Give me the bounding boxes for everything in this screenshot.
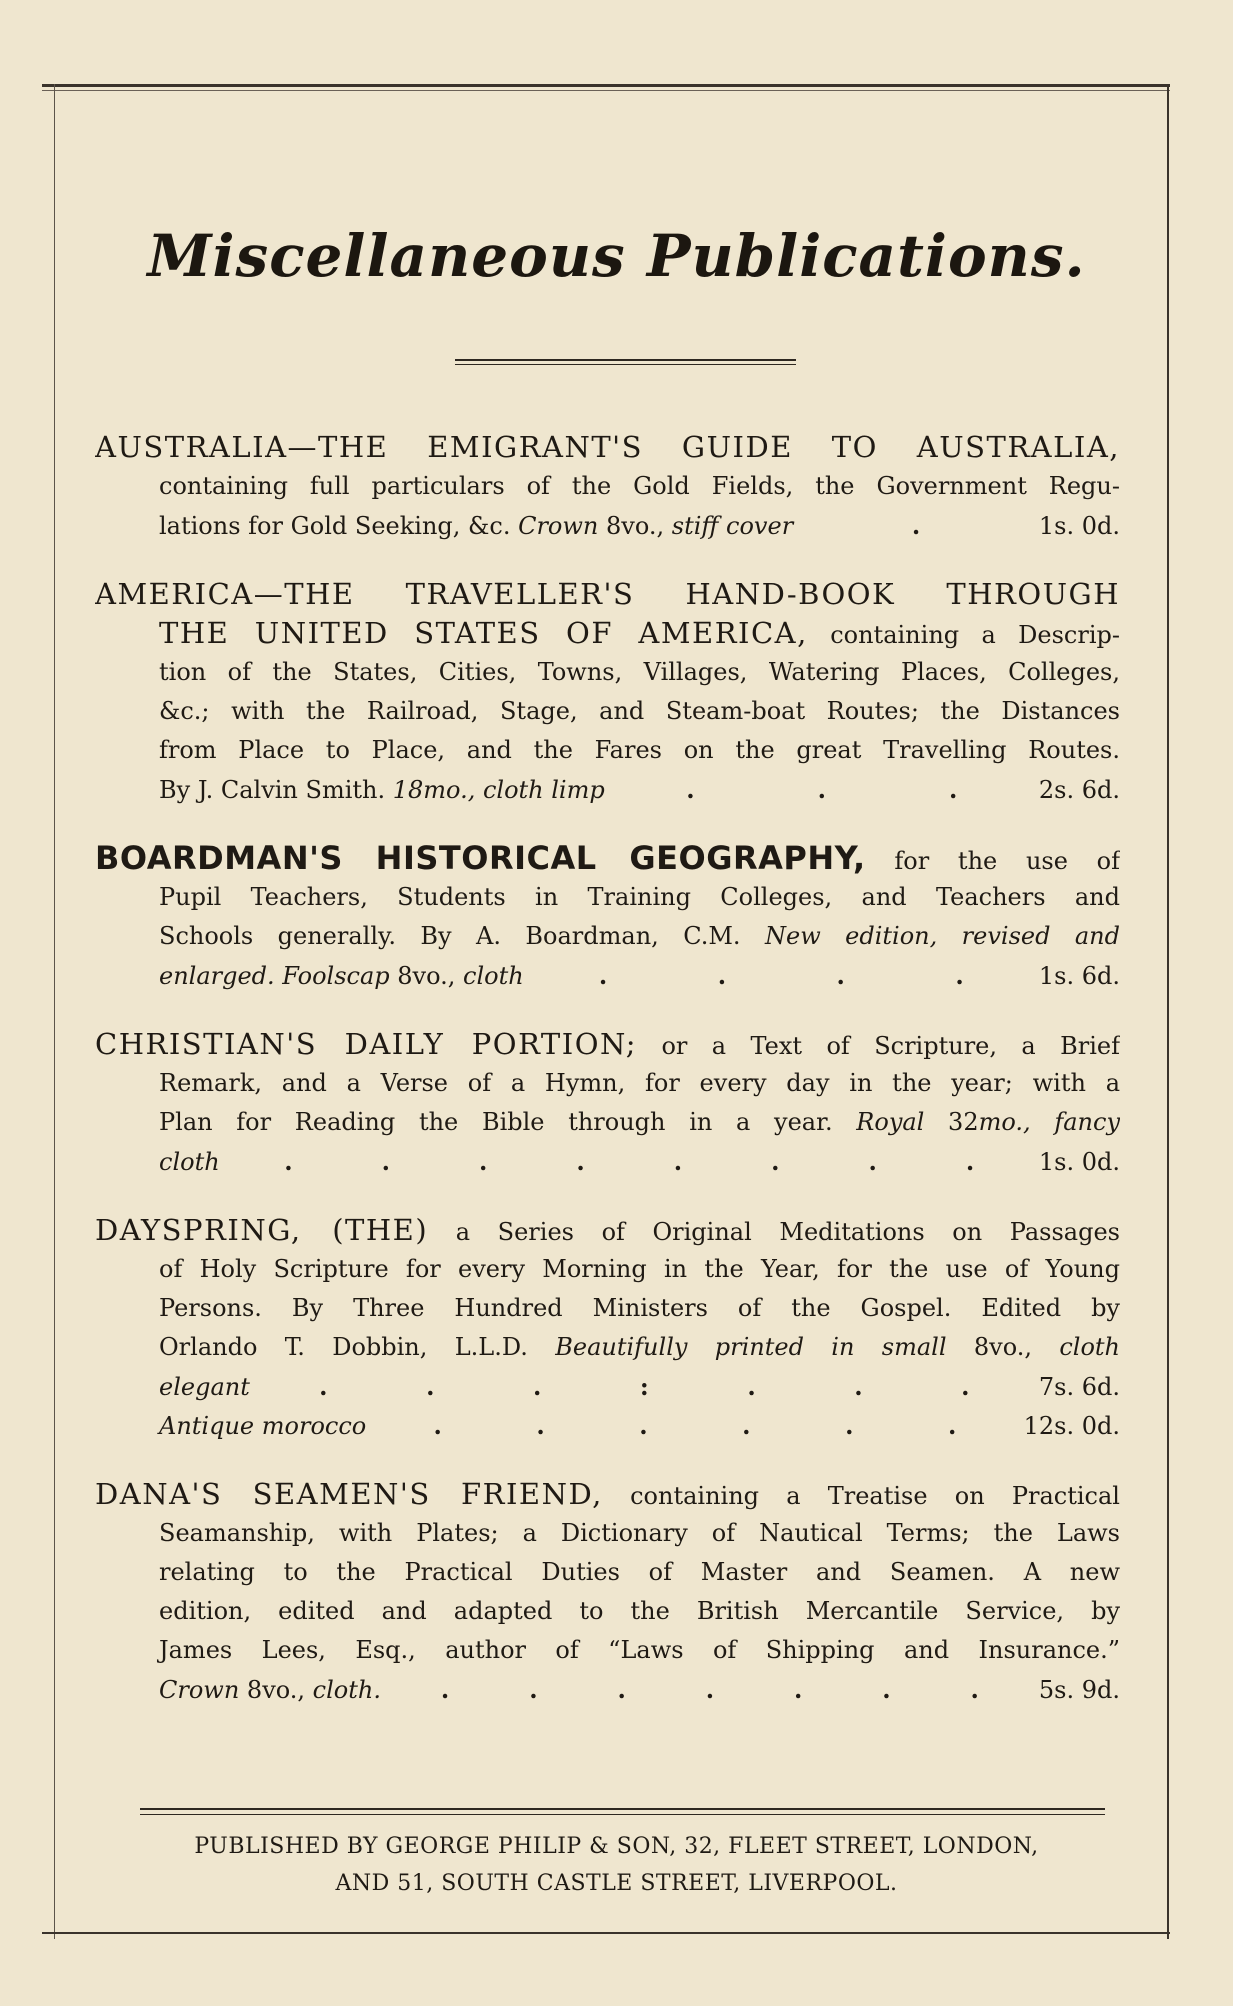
title-rule-thin <box>455 364 796 365</box>
entry-text: tion of the States, Cities, Towns, Villages, Watering Places, Colleges, <box>159 658 1120 686</box>
leader-dot: . <box>478 1147 488 1176</box>
leader-dot: . <box>536 1411 545 1440</box>
entry-text: Crown <box>518 512 599 540</box>
leader-dot: . <box>965 1147 975 1176</box>
entry-line <box>95 878 1120 917</box>
leader-dots <box>220 1142 1039 1181</box>
price-line-text <box>159 1368 250 1407</box>
leader-dot: . <box>686 775 695 804</box>
entry-heading: DANA'S SEAMEN'S FRIEND, <box>95 1477 603 1511</box>
entry-text: stiff cover <box>671 512 794 540</box>
entry-heading: CHRISTIAN'S DAILY PORTION; <box>95 1027 638 1061</box>
publication-entry <box>95 575 1120 809</box>
entry-text: James Lees, Esq., author of “Laws of Shipping and Insurance.” <box>159 1636 1120 1664</box>
leader-dot: . <box>793 1675 803 1704</box>
leader-dot: . <box>955 961 964 990</box>
leader-dot: . <box>576 1147 585 1176</box>
entry-line <box>95 1553 1120 1592</box>
price-line-text <box>159 507 793 546</box>
frame-right-rule <box>1167 84 1169 1939</box>
price-line-text <box>159 1143 220 1182</box>
leader-dots <box>366 1406 1023 1445</box>
price: 5s. 9d. <box>1038 1676 1120 1704</box>
entry-text: Remark, and a Verse of a Hymn, for every day in the year; with a <box>159 1069 1120 1097</box>
publication-entry <box>95 1475 1120 1709</box>
entry-text: containing full particulars of the Gold Fields, the Government Regu- <box>159 472 1120 500</box>
publication-list <box>95 428 1120 1739</box>
entry-text: Persons. By Three Hundred Ministers of the Gospel. Edited by <box>159 1294 1120 1322</box>
entry-line <box>95 731 1120 770</box>
entry-line <box>95 692 1120 731</box>
entry-text: of Holy Scripture for every Morning in the Year, for the use of Young <box>159 1255 1120 1283</box>
entry-text: cloth <box>463 962 524 990</box>
entry-text: 8vo., <box>389 962 464 990</box>
entry-text: 8vo., <box>598 512 672 540</box>
title-rule <box>455 359 796 361</box>
publication-entry <box>95 428 1120 545</box>
publisher-line-1: PUBLISHED BY GEORGE PHILIP & SON, 32, FLEET STREET, LONDON, <box>194 1834 1039 1859</box>
leader-dot: . <box>771 1147 780 1176</box>
entry-text: cloth <box>159 1148 220 1176</box>
leader-dot: . <box>882 1675 891 1704</box>
entry-heading: THE UNITED STATES OF AMERICA, <box>159 616 808 650</box>
entry-text: cloth. <box>312 1676 381 1704</box>
entry-line <box>95 917 1120 956</box>
entry-line <box>95 1592 1120 1631</box>
entry-text: mo., fancy <box>978 1108 1120 1136</box>
entry-text: Royal <box>856 1108 925 1136</box>
leader-dot: . <box>836 961 845 990</box>
entry-text: Crown <box>159 1676 240 1704</box>
entry-line <box>95 1514 1120 1553</box>
entry-text: Pupil Teachers, Students in Training Colleges, and Teachers and <box>159 883 1120 911</box>
leader-dot: . <box>845 1411 854 1440</box>
leader-dot: . <box>284 1147 293 1176</box>
entry-text: Seamanship, with Plates; a Dictionary of Nautical Terms; the Laws <box>159 1519 1120 1547</box>
leader-dot: . <box>868 1147 877 1176</box>
entry-line <box>95 653 1120 692</box>
entry-text: &c.; with the Railroad, Stage, and Steam-boat Routes; the Distances <box>159 697 1120 725</box>
leader-dot: . <box>426 1372 435 1401</box>
price-line-text <box>159 957 524 996</box>
entry-heading: AMERICA—THE TRAVELLER'S HAND-BOOK THROUGH <box>95 577 1120 611</box>
leader-dot: . <box>598 961 608 990</box>
entry-heading: DAYSPRING, (THE) <box>95 1213 429 1247</box>
leader-dot: . <box>705 1675 715 1704</box>
entry-line <box>95 1631 1120 1670</box>
entry-text: Plan for Reading the Bible through in a year. <box>159 1108 857 1136</box>
footer-rule-thin <box>140 1814 1105 1815</box>
entry-line <box>95 839 1120 878</box>
leader-dot: . <box>532 1372 542 1401</box>
leader-dots <box>793 506 1039 545</box>
leader-dot: . <box>742 1411 751 1440</box>
leader-dot: . <box>433 1411 442 1440</box>
leader-dot: . <box>961 1372 970 1401</box>
entry-text: relating to the Practical Duties of Master and Seamen. A new <box>159 1558 1120 1586</box>
entry-line <box>95 1289 1120 1328</box>
entry-text: containing a Treatise on Practical <box>602 1482 1120 1510</box>
entry-line <box>95 1025 1120 1064</box>
entry-text: New edition, revised and <box>764 922 1120 950</box>
price: 12s. 0d. <box>1023 1412 1120 1440</box>
price-line <box>95 956 1120 995</box>
leader-dot: . <box>747 1372 756 1401</box>
entry-line <box>95 428 1120 467</box>
entry-text: enlarged. Foolscap <box>159 962 390 990</box>
leader-dot: . <box>440 1675 450 1704</box>
entry-text: Antique morocco <box>159 1412 367 1440</box>
entry-line <box>95 1064 1120 1103</box>
entry-line <box>95 1211 1120 1250</box>
leader-dot: . <box>617 1675 626 1704</box>
entry-heading: AUSTRALIA—THE EMIGRANT'S GUIDE TO AUSTRALIA, <box>95 430 1120 464</box>
entry-line <box>95 614 1120 653</box>
entry-text: or a Text of Scripture, a Brief <box>637 1032 1120 1060</box>
entry-text: edition, edited and adapted to the British Mercantile Service, by <box>159 1597 1120 1625</box>
leader-dot: : <box>639 1372 649 1401</box>
leader-dot: . <box>948 775 958 804</box>
entry-text: from Place to Place, and the Fares on the great Travelling Routes. <box>159 736 1120 764</box>
entry-line <box>95 1475 1120 1514</box>
leader-dot: . <box>970 1675 979 1704</box>
frame-top-rule-thin <box>42 90 1170 91</box>
leader-dot: . <box>381 1147 390 1176</box>
leader-dot: . <box>319 1372 328 1401</box>
entry-line <box>95 575 1120 614</box>
leader-dot: . <box>817 775 826 804</box>
publication-entry <box>95 1211 1120 1445</box>
entry-text: a Series of Original Meditations on Passages <box>428 1218 1120 1246</box>
entry-text: for the use of <box>865 847 1120 875</box>
publisher-footer <box>0 1828 1233 1902</box>
leader-dot: . <box>717 961 727 990</box>
price-line <box>95 1142 1120 1181</box>
entry-line <box>95 1250 1120 1289</box>
page-title: Miscellaneous Publications. <box>147 222 1086 290</box>
footer-rule <box>140 1808 1105 1810</box>
entry-line <box>95 1328 1120 1367</box>
publication-entry <box>95 1025 1120 1181</box>
leader-dot: . <box>673 1147 683 1176</box>
entry-text: Orlando T. Dobbin, L.L.D. <box>159 1333 556 1361</box>
leader-dots <box>605 770 1039 809</box>
entry-text: containing a Descrip- <box>807 621 1120 649</box>
publisher-line-2: AND 51, SOUTH CASTLE STREET, LIVERPOOL. <box>335 1871 898 1896</box>
entry-text: lations for Gold Seeking, &c. <box>159 512 519 540</box>
leader-dot: . <box>854 1372 863 1401</box>
price-line <box>95 1670 1120 1709</box>
entry-text: 8vo., <box>946 1333 1060 1361</box>
leader-dots <box>524 956 1039 995</box>
frame-top-rule <box>42 84 1170 87</box>
price: 7s. 6d. <box>1038 1373 1120 1401</box>
entry-line <box>95 467 1120 506</box>
leader-dots <box>381 1670 1039 1709</box>
leader-dot: . <box>529 1675 538 1704</box>
entry-line <box>95 1103 1120 1142</box>
entry-text: 8vo., <box>239 1676 313 1704</box>
entry-text: By J. Calvin Smith. <box>159 776 393 804</box>
entry-text: cloth <box>1059 1333 1120 1361</box>
leader-dot: . <box>639 1411 648 1440</box>
price-line-text <box>159 1671 381 1710</box>
publication-entry <box>95 839 1120 995</box>
price-line-text <box>159 1407 366 1446</box>
price-line <box>95 506 1120 545</box>
entry-text: 18mo., cloth limp <box>392 776 605 804</box>
price-line <box>95 770 1120 809</box>
entry-text: 32 <box>924 1108 979 1136</box>
entry-heading: BOARDMAN'S HISTORICAL GEOGRAPHY, <box>95 839 866 877</box>
leader-dot: . <box>947 1411 957 1440</box>
price-line <box>95 1367 1120 1406</box>
entry-text: Schools generally. By A. Boardman, C.M. <box>159 922 765 950</box>
frame-bottom-rule <box>42 1932 1170 1934</box>
entry-text: Beautifully printed in small <box>555 1333 947 1361</box>
price: 1s. 0d. <box>1038 1148 1120 1176</box>
price: 1s. 6d. <box>1038 962 1120 990</box>
price: 1s. 0d. <box>1038 512 1120 540</box>
price-line-text <box>159 771 605 810</box>
price: 2s. 6d. <box>1038 776 1120 804</box>
leader-dot: . <box>911 511 921 540</box>
entry-text: elegant <box>159 1373 250 1401</box>
price-line <box>95 1406 1120 1445</box>
frame-left-rule <box>54 84 55 1939</box>
leader-dots <box>250 1367 1039 1406</box>
